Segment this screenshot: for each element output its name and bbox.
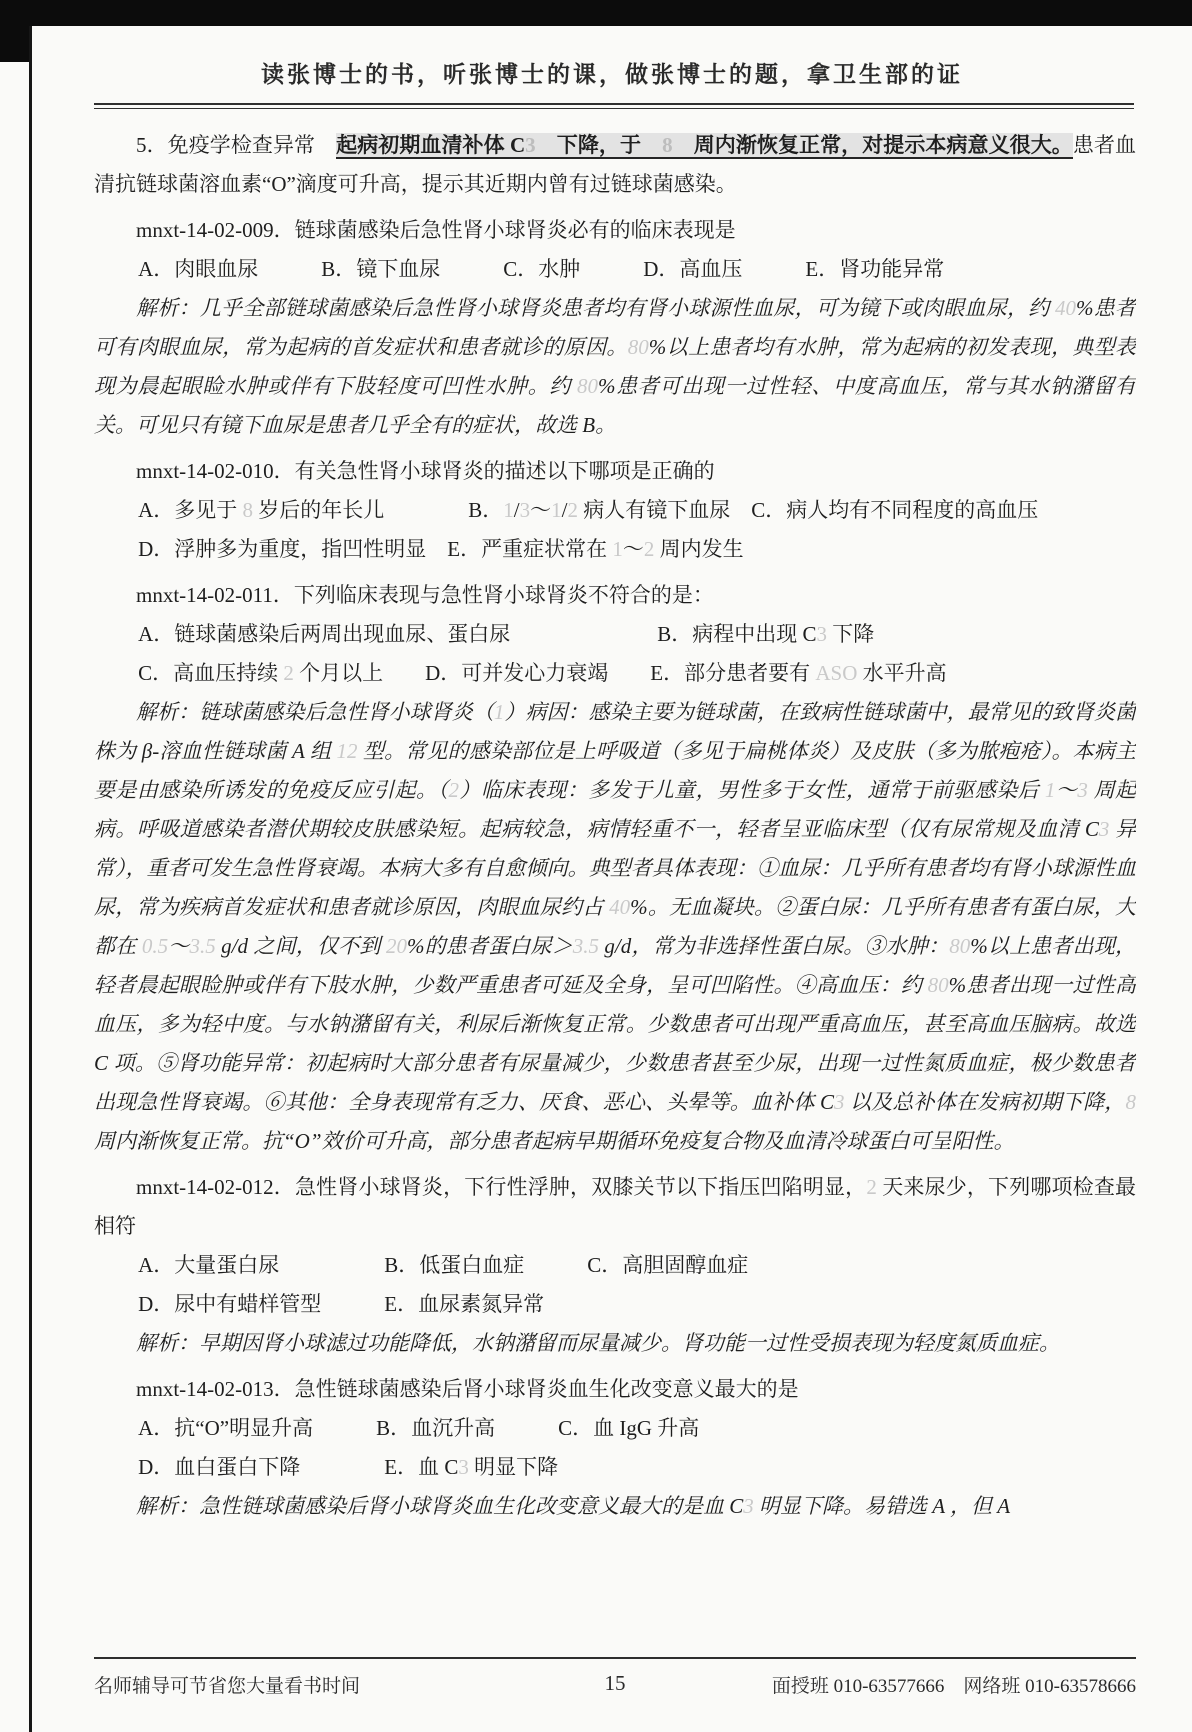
text-segment: 5．免疫学检查异常 — [136, 133, 337, 157]
faded-print-text: 80 — [577, 374, 599, 398]
text-segment: / — [513, 498, 520, 522]
analysis-009 — [94, 289, 1136, 445]
text-segment: %的患者蛋白尿＞ — [406, 934, 573, 958]
text-segment: %患者可出现一过性轻、中度高血压，常与其水钠潴留有关。可见只有镜下血尿是患者几乎全有的症状，故选 B。 — [94, 374, 1136, 437]
faded-print-text: 3 — [834, 1090, 845, 1114]
faded-print-text: 1 — [493, 700, 505, 724]
options-009-row — [138, 250, 1136, 289]
faded-print-text: 40 — [609, 895, 631, 919]
summary-point-5 — [94, 126, 1136, 204]
text-segment: ～ — [622, 537, 644, 561]
faded-print-text: 2 — [283, 661, 294, 685]
text-segment: D．血白蛋白下降 E．血 C — [138, 1455, 459, 1479]
scan-corner-shadow — [0, 0, 30, 62]
page-content — [94, 126, 1136, 1640]
text-segment: mnxt-14-02-010．有关急性肾小球肾炎的描述以下哪项是正确的 — [136, 459, 715, 483]
text-segment: 明显下降 — [468, 1455, 559, 1479]
scan-top-edge — [0, 0, 1192, 26]
text-segment: 解析：急性链球菌感染后肾小球肾炎血生化改变意义最大的是血 C — [136, 1494, 744, 1518]
text-segment: g/d 之间，仅不到 — [215, 934, 386, 958]
footer-slogan: 名师辅导可节省您大量看书时间 — [94, 1676, 361, 1697]
faded-print-text: 8 — [1125, 1090, 1136, 1114]
faded-print-text: 3 — [519, 498, 531, 522]
text-segment: ～ — [168, 934, 190, 958]
highlighted-text: 3 — [525, 133, 536, 157]
footer-face-class-phone: 面授班 010-63577666 — [771, 1676, 945, 1697]
faded-print-text: 3 — [743, 1494, 754, 1518]
text-segment: / — [561, 498, 568, 522]
highlighted-text: 下降，于 — [535, 133, 663, 157]
text-segment: mnxt-14-02-013．急性链球菌感染后肾小球肾炎血生化改变意义最大的是 — [136, 1377, 799, 1401]
highlighted-text: 周内渐恢复正常，对提示本病意义很大。 — [672, 133, 1073, 157]
text-segment: 天来尿少，下列哪项检查最相符 — [94, 1175, 1136, 1238]
text-segment: mnxt-14-02-009．链球菌感染后急性肾小球肾炎必有的临床表现是 — [136, 218, 736, 242]
faded-print-text: 80 — [627, 335, 649, 359]
text-segment: mnxt-14-02-012．急性肾小球肾炎，下行性浮肿，双膝关节以下指压凹陷明显， — [136, 1175, 867, 1199]
text-segment: A．链球菌感染后两周出现血尿、蛋白尿 B．病程中出现 C — [138, 622, 817, 646]
faded-print-text: 1 — [551, 498, 562, 522]
faded-print-text: 3.5 — [189, 934, 216, 958]
faded-print-text: 3 — [458, 1455, 469, 1479]
faded-print-text: 12 — [336, 739, 358, 763]
text-segment: 型。常见的感染部位是上呼吸道（多见于扁桃体炎）及皮肤（多为脓疱疮）。本病主要是由感染所诱发的免疫反应引起。（ — [94, 739, 1136, 802]
faded-print-text: 2 — [448, 778, 459, 802]
text-segment: mnxt-14-02-011．下列临床表现与急性肾小球肾炎不符合的是： — [136, 583, 714, 607]
faded-print-text: 3 — [1077, 778, 1088, 802]
text-segment: D．浮肿多为重度，指凹性明显 E．严重症状常在 — [138, 537, 613, 561]
options-010-row1 — [138, 491, 1136, 530]
question-009 — [94, 211, 1136, 250]
question-013 — [94, 1370, 1136, 1409]
text-segment: 患者血清抗链球菌溶血素“O”滴度可升高，提示其近期内曾有过链球菌感染。 — [94, 133, 1136, 196]
text-segment: ）病因：感染主要为链球菌，在致病性链球菌中，最常见的致肾炎菌株为 β-溶血性链球菌 A 组 — [94, 700, 1136, 763]
text-segment: ～ — [1055, 778, 1078, 802]
text-segment: %以上患者出现，轻者晨起眼睑肿或伴有下肢水肿，少数严重患者可延及全身，呈可凹陷性。④高血压：约 — [94, 934, 1136, 997]
text-segment: 解析：几乎全部链球菌感染后急性肾小球肾炎患者均有肾小球源性血尿，可为镜下或肉眼血尿，约 — [136, 296, 1056, 320]
faded-print-text: 1 — [612, 537, 623, 561]
text-segment: ）临床表现：多发于儿童，男性多于女性，通常于前驱感染后 — [459, 778, 1045, 802]
highlighted-text: 8 — [662, 133, 673, 157]
text-segment: 以及总补体在发病初期下降， — [844, 1090, 1126, 1114]
page-body — [32, 26, 1192, 1732]
header-rule — [94, 103, 1134, 109]
options-010-row2 — [138, 530, 1136, 569]
text-segment: 下降 — [827, 622, 875, 646]
text-segment: 周内发生 — [654, 537, 744, 561]
faded-print-text: 1 — [1044, 778, 1056, 802]
text-segment: 异常），重者可发生急性肾衰竭。本病大多有自愈倾向。典型者具体表现：①血尿：几乎所有患者均有肾小球源性血尿，常为疾病首发症状和患者就诊原因，肉眼血尿约占 — [94, 817, 1136, 919]
text-segment: %。无血凝块。②蛋白尿：几乎所有患者有蛋白尿，大都在 — [94, 895, 1136, 958]
analysis-011 — [94, 693, 1136, 1161]
faded-print-text: 40 — [1055, 296, 1077, 320]
text-segment: %患者出现一过性高血压，多为轻中度。与水钠潴留有关，利尿后渐恢复正常。少数患者可出现严重高血压，甚至高血压脑病。故选 C 项。⑤肾功能异常：初起病时大部分患者有尿量减少，少数患者甚至少尿，出现一过性氮质血症，极少数患者出现急性肾衰竭。⑥其他：全身表现常有乏力、厌食、恶心、头晕等。血补体 C — [94, 973, 1136, 1114]
text-segment: 明显下降。易错选 A ，但 A — [753, 1494, 1011, 1518]
analysis-012 — [94, 1324, 1136, 1363]
text-segment: A．抗“O”明显升高 B．血沉升高 C．血 IgG 升高 — [138, 1416, 700, 1440]
faded-print-text: 2 — [866, 1175, 877, 1199]
faded-print-text: 80 — [927, 973, 949, 997]
options-013-row1 — [138, 1409, 1136, 1448]
text-segment: A．多见于 — [138, 498, 243, 522]
faded-print-text: 2 — [567, 498, 578, 522]
options-012-row2 — [138, 1285, 1136, 1324]
options-012-row1 — [138, 1246, 1136, 1285]
text-segment: %患者可有肉眼血尿，常为起病的首发症状和患者就诊的原因。 — [94, 296, 1136, 359]
question-011 — [94, 576, 1136, 615]
page-number: 15 — [604, 1671, 626, 1695]
text-segment: A．大量蛋白尿 B．低蛋白血症 C．高胆固醇血症 — [138, 1253, 749, 1277]
faded-print-text: 3 — [1098, 817, 1110, 841]
question-010 — [94, 452, 1136, 491]
text-segment: 个月以上 D．可并发心力衰竭 E．部分患者要有 — [293, 661, 816, 685]
faded-print-text: 80 — [949, 934, 971, 958]
faded-print-text: 8 — [242, 498, 254, 522]
text-segment: A．肉眼血尿 B．镜下血尿 C．水肿 D．高血压 E．肾功能异常 — [138, 257, 945, 281]
options-011-row2 — [138, 654, 1136, 693]
text-segment: 解析：链球菌感染后急性肾小球肾炎（ — [136, 700, 494, 724]
faded-print-text: 3 — [816, 622, 828, 646]
options-011-row1 — [138, 615, 1136, 654]
faded-print-text: 3.5 — [572, 934, 599, 958]
options-013-row2 — [138, 1448, 1136, 1487]
footer — [94, 1657, 1136, 1698]
text-segment: 周起病。呼吸道感染者潜伏期较皮肤感染短。起病较急，病情轻重不一，轻者呈亚临床型（仅有尿常规及血清 C — [94, 778, 1136, 841]
text-segment: 病人有镜下血尿 C．病人均有不同程度的高血压 — [577, 498, 1039, 522]
faded-print-text: 1 — [503, 498, 514, 522]
header-slogan: 读张博士的书，听张博士的课，做张博士的题，拿卫生部的证 — [261, 62, 963, 87]
text-segment: %以上患者均有水肿，常为起病的初发表现，典型表现为晨起眼睑水肿或伴有下肢轻度可凹性水肿。约 — [94, 335, 1136, 398]
faded-print-text: ASO — [815, 661, 858, 685]
question-012 — [94, 1168, 1136, 1246]
text-segment: g/d，常为非选择性蛋白尿。③水肿： — [598, 934, 950, 958]
faded-print-text: 0.5 — [141, 934, 169, 958]
text-segment: 周内渐恢复正常。抗“O”效价可升高，部分患者起病早期循环免疫复合物及血清冷球蛋白可呈阳性。 — [94, 1129, 1015, 1153]
faded-print-text: 20 — [385, 934, 407, 958]
faded-print-text: 2 — [643, 537, 655, 561]
text-segment: 水平升高 — [857, 661, 947, 685]
text-segment: 解析：早期因肾小球滤过功能降低，水钠潴留而尿量减少。肾功能一过性受损表现为轻度氮质血症。 — [136, 1331, 1060, 1355]
text-segment: 岁后的年长儿 B． — [253, 498, 504, 522]
text-segment: D．尿中有蜡样管型 E．血尿素氮异常 — [138, 1292, 545, 1316]
footer-net-class-phone: 网络班 010-63578666 — [963, 1676, 1136, 1697]
text-segment: C．高血压持续 — [138, 661, 284, 685]
highlighted-text: 起病初期血清补体 C — [336, 133, 526, 157]
text-segment: ～ — [530, 498, 552, 522]
analysis-013 — [94, 1487, 1136, 1526]
